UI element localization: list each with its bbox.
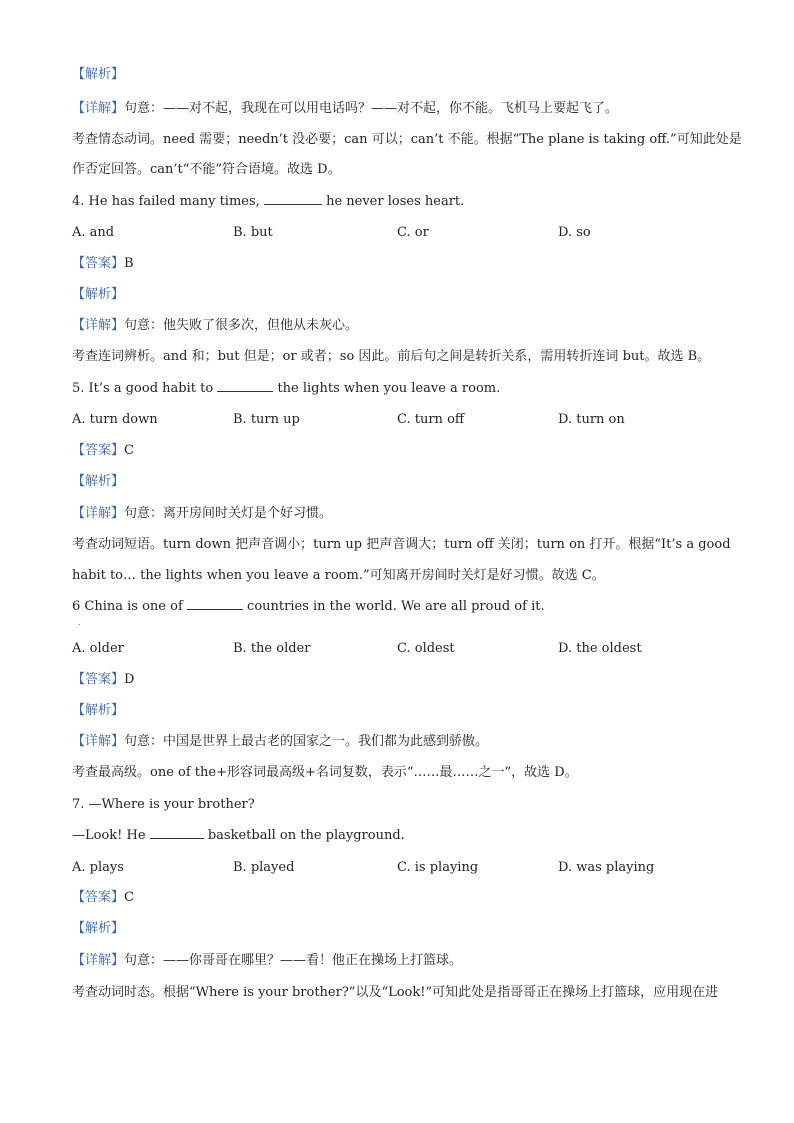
question-stem: 4. He has failed many times, he never loses heart.	[72, 194, 465, 209]
option-d: D. so	[558, 225, 591, 240]
question-stem: 6 China is one of countries in the world. We are all proud of it.	[72, 599, 545, 614]
answer-blank	[217, 379, 273, 392]
option-c: C. or	[397, 225, 429, 240]
explanation-line: 考查动词短语。turn down 把声音调小；turn up 把声音调大；turn off 关闭；turn on 打开。根据“It’s a good	[72, 537, 731, 552]
answer-line: 【答案】D	[72, 672, 135, 687]
option-c: C. oldest	[397, 641, 455, 656]
detail-line: 【详解】句意：——你哥哥在哪里？——看！他正在操场上打篮球。	[72, 953, 463, 968]
option-c: C. is playing	[397, 860, 479, 875]
explanation-line: 考查连词辨析。and 和；but 但是；or 或者；so 因此。前后句之间是转折关系，需用转折连词 but。故选 B。	[72, 349, 711, 364]
question-stem: 5. It’s a good habit to the lights when you leave a room.	[72, 381, 501, 396]
option-b: B. but	[233, 225, 273, 240]
option-a: A. older	[72, 641, 124, 656]
answer-blank	[150, 826, 204, 839]
option-c: C. turn off	[397, 412, 465, 427]
option-a: A. turn down	[72, 412, 158, 427]
explanation-line: habit to… the lights when you leave a room.”可知离开房间时关灯是好习惯。故选 C。	[72, 568, 605, 583]
answer-blank	[264, 192, 322, 205]
answer-line: 【答案】B	[72, 256, 134, 271]
option-a: A. and	[72, 225, 115, 240]
option-b: B. the older	[233, 641, 311, 656]
answer-line: 【答案】C	[72, 443, 134, 458]
explanation-line: 考查动词时态。根据“Where is your brother?”以及“Look!”可知此处是指哥哥正在操场上打篮球，应用现在进	[72, 985, 719, 1000]
analysis-label: 【解析】	[72, 67, 125, 82]
option-b: B. played	[233, 860, 295, 875]
stray-mark: .	[78, 618, 81, 627]
analysis-label: 【解析】	[72, 287, 125, 302]
explanation-line: 作否定回答。can’t“不能”符合语境。故选 D。	[72, 162, 341, 177]
detail-line: 【详解】句意：中国是世界上最古老的国家之一。我们都为此感到骄傲。	[72, 734, 489, 749]
detail-line: 【详解】句意：离开房间时关灯是个好习惯。	[72, 506, 333, 521]
answer-blank	[187, 597, 243, 610]
option-a: A. plays	[72, 860, 124, 875]
detail-line: 【详解】句意：他失败了很多次，但他从未灰心。	[72, 318, 359, 333]
answer-line: 【答案】C	[72, 890, 134, 905]
analysis-label: 【解析】	[72, 921, 125, 936]
explanation-line: 考查最高级。one of the+形容词最高级+名词复数，表示“……最……之一”，故选 D。	[72, 765, 578, 780]
question-stem: —Look! He basketball on the playground.	[72, 828, 405, 843]
question-stem: 7. —Where is your brother?	[72, 797, 255, 812]
option-b: B. turn up	[233, 412, 300, 427]
option-d: D. was playing	[558, 860, 655, 875]
analysis-label: 【解析】	[72, 474, 125, 489]
option-d: D. turn on	[558, 412, 625, 427]
option-d: D. the oldest	[558, 641, 642, 656]
analysis-label: 【解析】	[72, 703, 125, 718]
explanation-line: 考查情态动词。need 需要；needn’t 没必要；can 可以；can’t 不能。根据“The plane is taking off.”可知此处是	[72, 132, 742, 147]
detail-line: 【详解】句意：——对不起，我现在可以用电话吗？——对不起，你不能。飞机马上要起飞了。	[72, 101, 619, 116]
